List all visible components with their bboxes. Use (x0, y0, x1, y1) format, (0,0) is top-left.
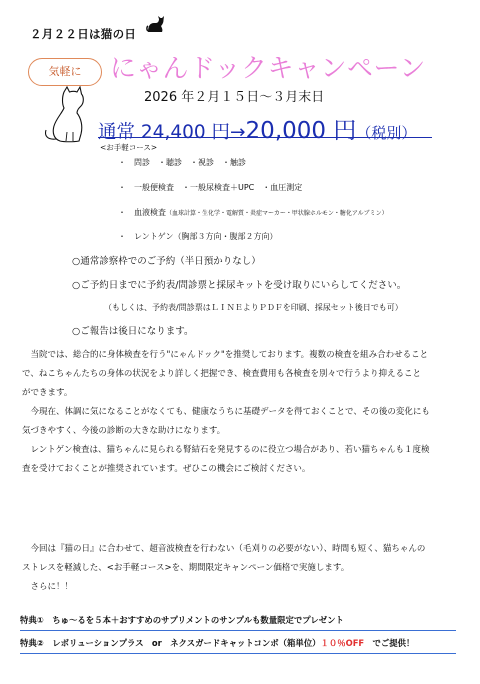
course-item (118, 207, 388, 218)
paragraph-line: で、ねこちゃんたちの身体の状況をより詳しく把握でき、検査費用も各検査を別々で行うより抑えること (22, 369, 421, 379)
course-item (118, 182, 302, 193)
paragraph-line: ストレスを軽減した、<お手軽コース>を、期間限定キャンペーン価格で実施します。 (22, 563, 350, 573)
cat-outline-icon (40, 86, 92, 144)
special-offer-1: 特典① ちゅ～るを５本＋おすすめのサプリメントのサンプルも数量限定でプレゼント (20, 615, 344, 625)
note-pickup-alt: （もしくは、予約表/問診票はＬＩＮＥよりＰＤＦを印刷、採尿セット後日でも可） (104, 303, 403, 312)
note-pickup: ○ご予約日までに予約表/問診票と採尿キットを受け取りにいらしてください。 (72, 280, 407, 291)
course-item (118, 157, 246, 168)
course-item (118, 231, 277, 242)
course-item-detail: （血球計算・生化学・電解質・炎症マーカー・甲状腺ホルモン・糖化アルブミン） (166, 210, 388, 217)
campaign-paragraph (22, 540, 462, 597)
special-offer-2-underline (20, 653, 456, 654)
price-arrow: → (230, 122, 246, 143)
paragraph-line: レントゲン検査は、猫ちゃんに見られる腎結石を発見するのに役立つ場合があり、若い猫ちゃんも１度検 (22, 445, 430, 455)
course-title: <お手軽コース> (100, 143, 158, 152)
course-item-label: ・ 問診 ・聴診 ・視診 ・触診 (118, 158, 246, 167)
price-prefix: 通常 (98, 122, 136, 143)
paragraph-line: さらに！！ (22, 582, 74, 592)
paragraph-line: 当院では、総合的に身体検査を行う"にゃんドック"を推奨しております。複数の検査を組み合わせること (22, 350, 429, 360)
note-reservation: ○通常診察枠でのご予約（半日預かりなし） (72, 256, 261, 267)
note-report: ○ご報告は後日になります。 (72, 326, 194, 337)
paragraph-line: 今現在、体調に気になることがなくても、健康なうちに基礎データを得ておくことで、その後の変化にも (22, 407, 430, 417)
discount-highlight: １０％OFF (320, 638, 365, 648)
black-cat-icon (146, 14, 166, 34)
cat-day-heading: ２月２２日は猫の日 (30, 27, 137, 41)
paragraph-line: 今回は『猫の日』に合わせて、超音波検査を行わない（毛刈りの必要がない）、時間も短く、猫ちゃんの (22, 544, 426, 554)
tax-note: （税別） (356, 124, 417, 142)
intro-paragraph (22, 346, 462, 479)
course-item-label: ・ 血液検査 (118, 208, 166, 217)
special-offer-2-text: 特典② レボリューションプラス or ネクスガードキャットコンボ（箱単位） (20, 638, 321, 648)
paragraph-line: 査を受けておくことが推奨されています。ぜひこの機会にご検討ください。 (22, 464, 311, 474)
special-offer-2 (20, 637, 414, 649)
regular-price: 24,400 円 (140, 122, 231, 143)
price-underline (98, 137, 432, 138)
course-item-label: ・ 一般便検査 ・一般尿検査＋UPC ・血圧測定 (118, 183, 303, 192)
course-item-label: ・ レントゲン（胸部３方向・腹部２方向） (118, 232, 278, 241)
paragraph-line: ができます。 (22, 388, 73, 398)
special-offer-2-tail: でご提供！ (364, 638, 415, 648)
campaign-title: にゃんドックキャンペーン (110, 54, 426, 84)
price-line (98, 112, 416, 145)
campaign-period: 2026 年２月１５日～３月末日 (144, 90, 325, 105)
campaign-price: 20,000 円 (245, 118, 357, 144)
special-offer-1-underline (20, 630, 456, 631)
paragraph-line: 気づきやすく、今後の診断の大きな助けになります。 (22, 426, 226, 436)
casual-badge: 気軽に (28, 58, 102, 86)
